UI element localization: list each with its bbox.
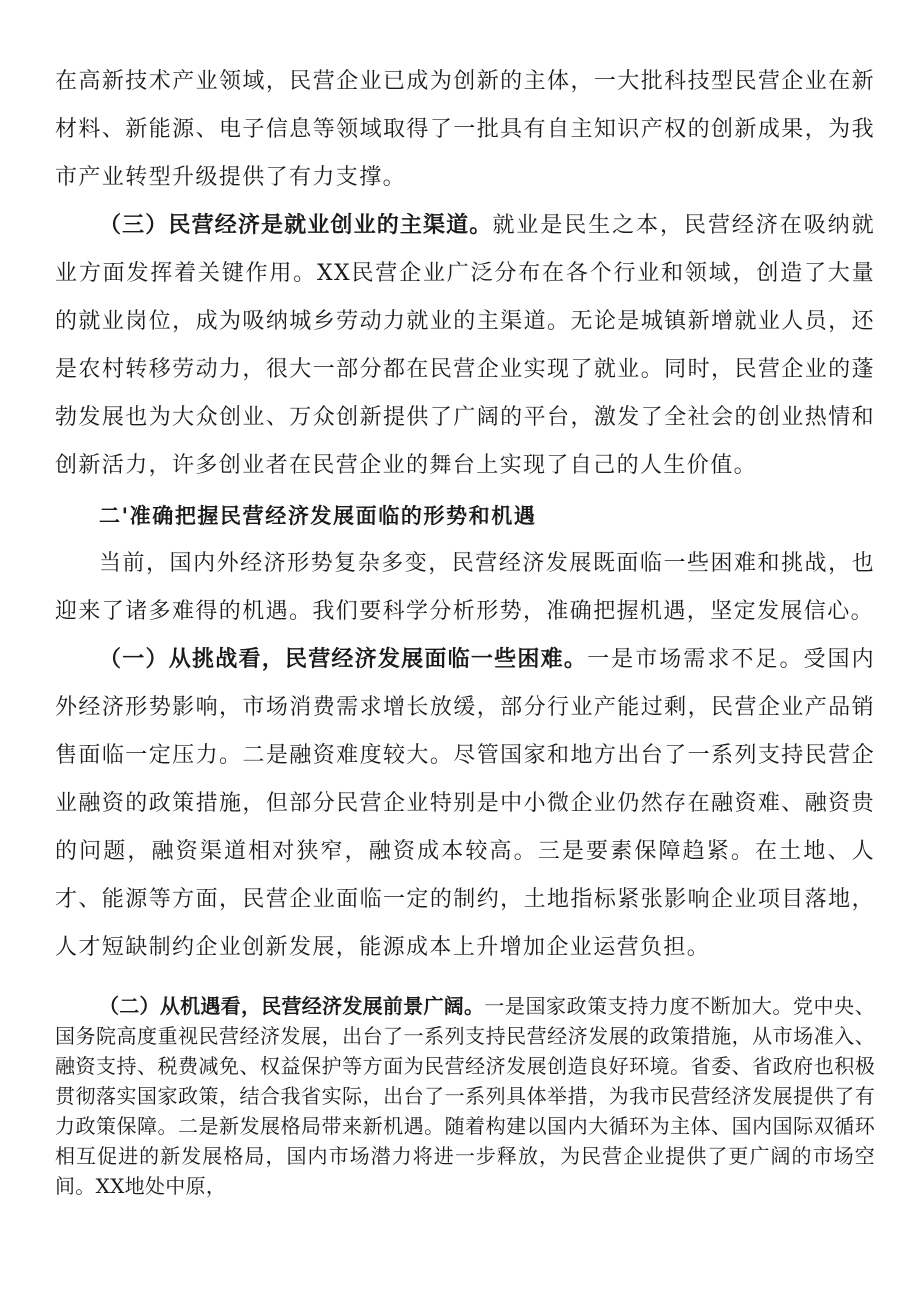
paragraph-text: 就业是民生之本，民营经济在吸纳就业方面发挥着关键作用。XX民营企业广泛分布在各个行业和领域，创造了大量的就业岗位，成为吸纳城乡劳动力就业的主渠道。无论是城镇新增就业人员，还是农村转移劳动力，很大一部分都在民营企业实现了就业。同时，民营企业的蓬勃发展也为大众创业、万众创新提供了广阔的平台，激发了全社会的创业热情和创新活力，许多创业者在民营企业的舞台上实现了自己的人生价值。: [55, 213, 876, 478]
paragraph-text: 一是市场需求不足。受国内外经济形势影响，市场消费需求增长放缓，部分行业产能过剩，民营企业产品销售面临一定压力。二是融资难度较大。尽管国家和地方出台了一系列支持民营企业融资的政策措施，但部分民营企业特别是中小微企业仍然存在融资难、融资贵的问题，融资渠道相对狭窄，融资成本较高。三是要素保障趋紧。在土地、人才、能源等方面，民营企业面临一定的制约，土地指标紧张影响企业项目落地，人才短缺制约企业创新发展，能源成本上升增加企业运营负担。: [55, 647, 875, 960]
section-lead-2: （二）从机遇看，民营经济发展前景广阔。: [99, 994, 485, 1018]
paragraph-challenges: [55, 636, 875, 972]
paragraph-situation: [55, 540, 875, 636]
paragraph-employment: [55, 202, 875, 490]
paragraph-opportunities: [55, 991, 875, 1201]
paragraph-text: 在高新技术产业领域，民营企业已成为创新的主体，一大批科技型民营企业在新材料、新能源、电子信息等领域取得了一批具有自主知识产权的创新成果，为我市产业转型升级提供了有力支撑。: [55, 69, 875, 190]
paragraph-innovation-cont: [55, 58, 875, 202]
paragraph-text: 一是国家政策支持力度不断加大。党中央、国务院高度重视民营经济发展，出台了一系列支持民营经济发展的政策措施，从市场准入、融资支持、税费减免、权益保护等方面为民营经济发展创造良好环境。省委、省政府也积极贯彻落实国家政策，结合我省实际，出台了一系列具体举措，为我市民营经济发展提供了有力政策保障。二是新发展格局带来新机遇。随着构建以国内大循环为主体、国内国际双循环相互促进的新发展格局，国内市场潜力将进一步释放，为民营企业提供了更广阔的市场空间。XX地处中原，: [55, 994, 876, 1198]
paragraph-text: 当前，国内外经济形势复杂多变，民营经济发展既面临一些困难和挑战，也迎来了诸多难得的机遇。我们要科学分析形势，准确把握机遇，坚定发展信心。: [55, 551, 875, 624]
section-lead-1: （一）从挑战看，民营经济发展面临一些困难。: [99, 647, 588, 672]
section-heading-2: 二'准确把握民营经济发展面临的形势和机遇: [99, 504, 537, 528]
section-lead-3: （三）民营经济是就业创业的主渠道。: [99, 213, 493, 238]
